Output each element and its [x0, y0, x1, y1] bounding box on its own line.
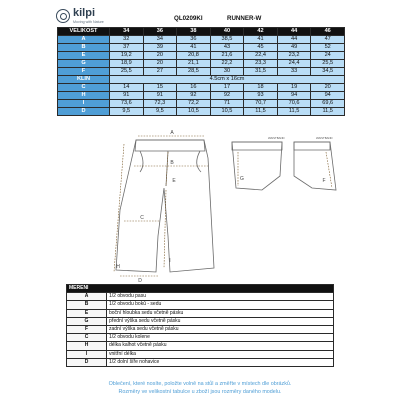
- legend-row: [67, 358, 334, 366]
- size-cell: 31,5: [244, 68, 278, 76]
- legend-text: délka kalhot včetně pásku: [107, 342, 334, 350]
- legend-row: [67, 342, 334, 350]
- size-cell: 94: [311, 92, 345, 100]
- size-cell: 20: [143, 52, 177, 60]
- size-cell: 71: [210, 100, 244, 108]
- diagram-label-A: A: [170, 130, 174, 136]
- legend-row: [67, 293, 334, 301]
- size-cell: 52: [311, 44, 345, 52]
- size-cell: 33: [277, 68, 311, 76]
- size-col: 38: [177, 28, 211, 36]
- size-row-label: D: [58, 108, 110, 116]
- diagram-label-C: C: [140, 215, 144, 221]
- size-row-label: A: [58, 36, 110, 44]
- size-col: 40: [210, 28, 244, 36]
- size-cell: 32: [110, 36, 144, 44]
- model-name: RUNNER-W: [227, 15, 262, 22]
- size-cell: 27: [143, 68, 177, 76]
- side-view-band: [232, 142, 282, 150]
- size-cell: 16: [177, 84, 211, 92]
- legend-row: [67, 325, 334, 333]
- size-cell: 15: [143, 84, 177, 92]
- size-cell: 47: [311, 36, 345, 44]
- size-cell: 24,4: [277, 60, 311, 68]
- size-cell: 28,5: [177, 68, 211, 76]
- note-line-2: Rozměry ve velikostní tabulce u zboží jsou rozměry daného modelu.: [118, 389, 282, 395]
- size-cell: 21,6: [210, 52, 244, 60]
- size-cell: 20: [143, 60, 177, 68]
- legend-key: G: [67, 317, 107, 325]
- size-row-label: F: [58, 68, 110, 76]
- diagram-label-G: G: [240, 176, 244, 182]
- size-row-label: G: [58, 60, 110, 68]
- size-cell: 17: [210, 84, 244, 92]
- size-row-label: H: [58, 92, 110, 100]
- legend-key: H: [67, 342, 107, 350]
- size-cell: 39: [143, 44, 177, 52]
- size-cell: 73,6: [110, 100, 144, 108]
- diagram-label-D: D: [138, 278, 142, 284]
- back-view-band: [294, 142, 330, 150]
- size-cell: 70,6: [277, 100, 311, 108]
- front-pocket-2: [197, 151, 201, 172]
- size-row-label: E: [58, 52, 110, 60]
- measurement-legend: [66, 284, 334, 367]
- size-cell: 44: [277, 36, 311, 44]
- callout-waistband-1: WAISTBAND: [268, 136, 285, 140]
- diagram-label-H: H: [116, 264, 120, 270]
- brand-name: kilpi: [73, 7, 96, 19]
- legend-key: A: [67, 293, 107, 301]
- size-cell: 14: [110, 84, 144, 92]
- size-cell: 11,5: [311, 108, 345, 116]
- size-cell: 9,5: [110, 108, 144, 116]
- size-cell: 11,5: [277, 108, 311, 116]
- diagram-label-B: B: [170, 160, 174, 166]
- size-col: 44: [277, 28, 311, 36]
- size-cell: 92: [210, 92, 244, 100]
- size-cell: 41: [177, 44, 211, 52]
- side-view: [232, 142, 282, 190]
- size-cell: 10,5: [210, 108, 244, 116]
- size-cell: 69,6: [311, 100, 345, 108]
- size-cell: 21,1: [177, 60, 211, 68]
- size-cell: 19: [277, 84, 311, 92]
- legend-row: [67, 334, 334, 342]
- size-col: 36: [143, 28, 177, 36]
- legend-key: B: [67, 301, 107, 309]
- size-cell: 20,8: [177, 52, 211, 60]
- size-cell: 41: [244, 36, 278, 44]
- size-cell: 25,5: [311, 60, 345, 68]
- size-cell: 11,5: [244, 108, 278, 116]
- size-col: 42: [244, 28, 278, 36]
- legend-text: přední výška sedu včetně pásku: [107, 317, 334, 325]
- legend-text: 1/2 obvodu pasu: [107, 293, 334, 301]
- size-cell: 91: [110, 92, 144, 100]
- size-cell: 72,2: [177, 100, 211, 108]
- klin-value: 4.5cm x 16cm: [110, 76, 345, 84]
- legend-row: [67, 309, 334, 317]
- diagram-label-E: E: [172, 178, 176, 184]
- size-row-label: B: [58, 44, 110, 52]
- waistband: [135, 140, 205, 151]
- size-cell: 24: [311, 52, 345, 60]
- legend-text: 1/2 dolní šíře nohavice: [107, 358, 334, 366]
- legend-text: boční hloubka sedu včetně pásku: [107, 309, 334, 317]
- size-cell: 22,2: [210, 60, 244, 68]
- legend-header: MĚŘENÍ: [67, 285, 334, 293]
- size-cell: 70,7: [244, 100, 278, 108]
- size-cell: 18,9: [110, 60, 144, 68]
- legend-key: C: [67, 334, 107, 342]
- size-col: 34: [110, 28, 144, 36]
- legend-key: F: [67, 325, 107, 333]
- legend-row: [67, 317, 334, 325]
- size-cell: 94: [277, 92, 311, 100]
- diagram-label-I: I: [169, 258, 171, 264]
- measure-F: [326, 152, 332, 188]
- size-cell: 25,5: [110, 68, 144, 76]
- legend-key: E: [67, 309, 107, 317]
- size-cell: 93: [244, 92, 278, 100]
- size-cell: 36: [177, 36, 211, 44]
- legend-text: vnitřní délka: [107, 350, 334, 358]
- size-cell: 30: [210, 68, 244, 76]
- size-cell: 34,5: [311, 68, 345, 76]
- size-cell: 20: [311, 84, 345, 92]
- note-line-1: Oblečení, které nosíte, položte volně na stůl a změřte v místech dle obrázků.: [108, 381, 292, 387]
- size-cell: 43: [210, 44, 244, 52]
- front-pocket: [140, 151, 143, 172]
- legend-text: zadní výška sedu včetně pásku: [107, 325, 334, 333]
- legend-key: D: [67, 358, 107, 366]
- size-cell: 23,3: [244, 60, 278, 68]
- size-cell: 45: [244, 44, 278, 52]
- size-col: 46: [311, 28, 345, 36]
- legend-text: 1/2 obvodu boků - sedu: [107, 301, 334, 309]
- pants-outline: [116, 140, 214, 272]
- legend-text: 1/2 obvodu kolene: [107, 334, 334, 342]
- size-header-label: VELIKOST: [58, 28, 110, 36]
- legend-row: [67, 350, 334, 358]
- size-cell: 23,2: [277, 52, 311, 60]
- size-cell: 72,3: [143, 100, 177, 108]
- size-cell: 19,2: [110, 52, 144, 60]
- size-cell: 18: [244, 84, 278, 92]
- size-cell: 34: [143, 36, 177, 44]
- size-cell: 49: [277, 44, 311, 52]
- klin-label: KLÍN: [58, 76, 110, 84]
- size-cell: 9,5: [143, 108, 177, 116]
- size-cell: 10,5: [177, 108, 211, 116]
- size-row-label: C: [58, 84, 110, 92]
- size-cell: 22,4: [244, 52, 278, 60]
- product-code: QL0209KI: [174, 15, 203, 22]
- size-cell: 37: [110, 44, 144, 52]
- legend-key: I: [67, 350, 107, 358]
- callout-waistband-2: WAISTBAND: [316, 136, 333, 140]
- brand-tagline: Moving with Nature: [73, 20, 104, 24]
- size-row-label: I: [58, 100, 110, 108]
- size-cell: 91: [143, 92, 177, 100]
- measure-H: [114, 144, 124, 272]
- size-cell: 38,5: [210, 36, 244, 44]
- legend-row: [67, 301, 334, 309]
- legend-header-row: [67, 285, 334, 293]
- diagram-label-F: F: [322, 178, 326, 184]
- size-cell: 92: [177, 92, 211, 100]
